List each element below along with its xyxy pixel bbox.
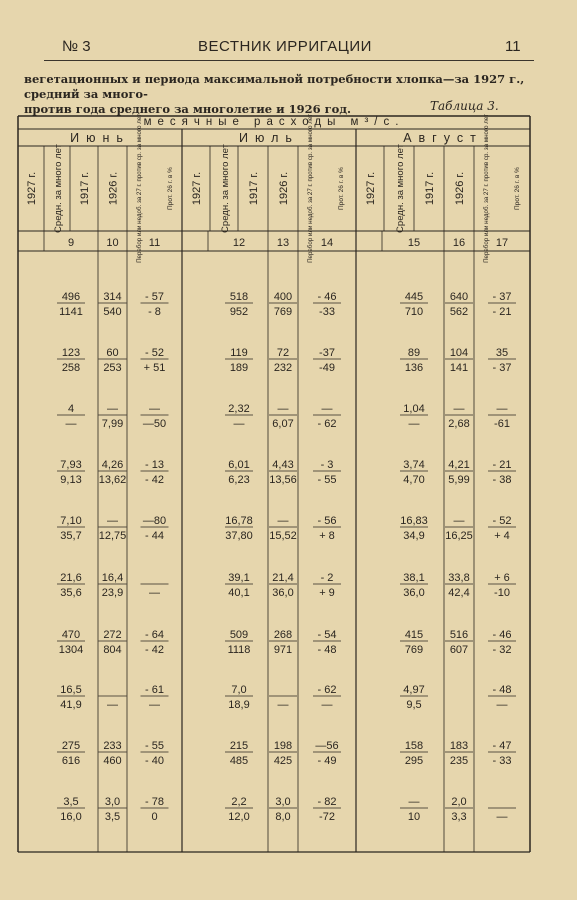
cell-value-bottom: - 37 — [492, 362, 512, 374]
cell-value-top: 89 — [407, 347, 421, 359]
page-number: 11 — [505, 38, 521, 55]
column-header: Перебор или недоб. за 27 г. против ср. за много лет — [136, 114, 143, 263]
cell-value-top: 16,83 — [400, 515, 428, 527]
cell-value-bottom: 971 — [273, 644, 293, 656]
column-header: 1926 г. — [278, 171, 290, 206]
column-number: 12 — [232, 237, 246, 249]
cell-value-bottom: 1141 — [59, 306, 83, 318]
cell-value-top: - 47 — [492, 740, 512, 752]
cell-value-top: — — [408, 796, 420, 808]
cell-value-top: - 46 — [317, 291, 337, 303]
cell-value-top: — — [496, 403, 508, 415]
cell-value-top: — — [107, 515, 118, 527]
cell-value-top: 1,04 — [403, 403, 425, 415]
cell-value-bottom: - 55 — [317, 474, 337, 486]
cell-value-bottom: 3,5 — [104, 811, 121, 823]
cell-value-top: 3,5 — [63, 796, 79, 808]
cell-value-top: 4 — [67, 403, 75, 415]
cell-value-bottom: 769 — [273, 306, 293, 318]
cell-value-top: 6,01 — [228, 459, 250, 471]
column-header: 1927 г. — [365, 171, 377, 206]
cell-value-bottom: 16,0 — [60, 811, 82, 823]
cell-value-top: - 57 — [145, 291, 164, 303]
cell-value-bottom: — — [65, 418, 77, 430]
cell-value-top: 60 — [106, 347, 119, 359]
cell-value-top: - 62 — [317, 684, 337, 696]
cell-value-top: — — [107, 403, 118, 415]
cell-value-top: — — [277, 515, 289, 527]
cell-value-top: 123 — [61, 347, 81, 359]
cell-value-top: 4,26 — [101, 459, 124, 471]
cell-value-top: 104 — [449, 347, 469, 359]
table-caption: месячные расходы м³/с. — [143, 116, 405, 128]
cell-value-bottom: - 49 — [317, 755, 337, 767]
cell-value-bottom: — — [408, 418, 420, 430]
cell-value-bottom: - 62 — [317, 418, 337, 430]
cell-value-bottom: 253 — [103, 362, 122, 374]
column-header: Средн. за многo лет — [395, 144, 406, 233]
cell-value-bottom: - 48 — [317, 644, 337, 656]
cell-value-bottom: 4,70 — [403, 474, 425, 486]
cell-value-top: - 46 — [492, 629, 512, 641]
cell-value-bottom: — — [149, 699, 160, 711]
cell-value-bottom: + 4 — [494, 530, 510, 542]
cell-value-top: 33,8 — [448, 572, 470, 584]
cell-value-top: 158 — [404, 740, 424, 752]
month-label: Июнь — [70, 131, 130, 145]
column-header: 1926 г. — [454, 171, 466, 206]
cell-value-bottom: - 40 — [145, 755, 164, 767]
cell-value-bottom: 189 — [229, 362, 249, 374]
column-header: Прот. 26 г. в % — [167, 167, 174, 210]
cell-value-bottom: -33 — [319, 306, 335, 318]
cell-value-top: 233 — [103, 740, 122, 752]
cell-value-bottom: 16,25 — [445, 530, 473, 542]
cell-value-top: - 52 — [492, 515, 512, 527]
column-header: 1917 г. — [424, 171, 436, 206]
cell-value-bottom: 6,23 — [228, 474, 250, 486]
column-header: 1927 г. — [26, 171, 38, 206]
column-header: 1927 г. — [191, 171, 203, 206]
cell-value-bottom: - 42 — [145, 474, 164, 486]
cell-value-bottom: 485 — [229, 755, 249, 767]
cell-value-top: 2,0 — [451, 796, 467, 808]
cell-value-top: — — [453, 515, 465, 527]
cell-value-bottom: - 44 — [145, 530, 164, 542]
cell-value-bottom: 36,0 — [403, 587, 425, 599]
cell-value-bottom: 769 — [404, 644, 424, 656]
cell-value-top: 35 — [495, 347, 509, 359]
cell-value-top: 640 — [449, 291, 469, 303]
column-number: 10 — [106, 237, 119, 249]
cell-value-bottom: 616 — [61, 755, 81, 767]
column-header: Средн. за многo лет — [220, 144, 231, 233]
cell-value-bottom: 562 — [449, 306, 469, 318]
column-header: Прот. 26 г. в % — [514, 167, 521, 210]
month-label: Август — [403, 131, 483, 145]
cell-value-top: 4,97 — [403, 684, 425, 696]
cell-value-bottom: 258 — [61, 362, 81, 374]
cell-value-bottom: — — [496, 811, 508, 823]
cell-value-top: + 6 — [494, 572, 510, 584]
cell-value-top: - 78 — [145, 796, 164, 808]
cell-value-bottom: 5,99 — [448, 474, 470, 486]
cell-value-bottom: 3,3 — [451, 811, 467, 823]
cell-value-bottom: 7,99 — [101, 418, 124, 430]
cell-value-top: 518 — [229, 291, 249, 303]
cell-value-bottom: 607 — [449, 644, 469, 656]
cell-value-bottom: 295 — [404, 755, 424, 767]
cell-value-top: - 37 — [492, 291, 512, 303]
cell-value-bottom: 804 — [103, 644, 122, 656]
cell-value-top: 272 — [103, 629, 122, 641]
cell-value-top: 516 — [449, 629, 469, 641]
cell-value-bottom: 8,0 — [275, 811, 291, 823]
cell-value-bottom: 6,07 — [272, 418, 294, 430]
cell-value-top: 7,0 — [231, 684, 247, 696]
cell-value-bottom: -10 — [494, 587, 510, 599]
cell-value-bottom: 1304 — [58, 644, 84, 656]
cell-value-bottom: 540 — [103, 306, 122, 318]
cell-value-bottom: 710 — [404, 306, 424, 318]
cell-value-top: —80 — [142, 515, 167, 527]
cell-value-top: 509 — [229, 629, 249, 641]
cell-value-top: - 13 — [145, 459, 164, 471]
cell-value-bottom: + 51 — [143, 362, 166, 374]
cell-value-top: 7,93 — [60, 459, 82, 471]
cell-value-top: - 52 — [145, 347, 164, 359]
column-header: Средн. за многo лет — [53, 144, 64, 233]
cell-value-bottom: — — [277, 699, 289, 711]
cell-value-top: 470 — [61, 629, 81, 641]
cell-value-bottom: - 21 — [492, 306, 512, 318]
cell-value-top: 4,21 — [448, 459, 470, 471]
column-header: Прот. 26 г. в % — [338, 167, 345, 210]
cell-value-bottom: 136 — [404, 362, 424, 374]
cell-value-bottom: 13,62 — [98, 474, 127, 486]
cell-value-bottom: -49 — [319, 362, 335, 374]
cell-value-bottom: 141 — [449, 362, 469, 374]
cell-value-bottom: — — [233, 418, 245, 430]
month-label: Июль — [239, 131, 299, 145]
cell-value-bottom: + 8 — [319, 530, 335, 542]
cell-value-bottom: - 8 — [148, 306, 161, 318]
cell-value-bottom: 34,9 — [403, 530, 425, 542]
cell-value-top: 72 — [276, 347, 290, 359]
cell-value-bottom: -72 — [319, 811, 335, 823]
cell-value-top: — — [453, 403, 465, 415]
cell-value-bottom: 12,75 — [98, 530, 127, 542]
cell-value-bottom: -61 — [494, 418, 510, 430]
cell-value-top: 2,32 — [228, 403, 250, 415]
column-header: Перебор или недоб. за 27 г. против ср. за много лет — [483, 114, 490, 263]
cell-value-top: 4,43 — [272, 459, 294, 471]
column-number: 15 — [407, 237, 421, 249]
issue-number: № 3 — [62, 38, 91, 55]
cell-value-bottom: 23,9 — [101, 587, 124, 599]
cell-value-bottom: 10 — [407, 811, 421, 823]
cell-value-bottom: 1118 — [227, 644, 251, 656]
cell-value-top: 3,0 — [104, 796, 121, 808]
cell-value-top: - 48 — [492, 684, 512, 696]
cell-value-bottom: — — [107, 699, 118, 711]
cell-value-bottom: 952 — [229, 306, 249, 318]
column-number: 13 — [276, 237, 290, 249]
cell-value-top: - 54 — [317, 629, 337, 641]
cell-value-top: 16,5 — [60, 684, 82, 696]
cell-value-bottom: 36,0 — [272, 587, 294, 599]
cell-value-top: 415 — [404, 629, 424, 641]
cell-value-bottom: 15,52 — [269, 530, 297, 542]
cell-value-top: 268 — [273, 629, 293, 641]
cell-value-bottom: - 33 — [492, 755, 512, 767]
cell-value-bottom: — — [321, 699, 333, 711]
cell-value-top: - 2 — [320, 572, 334, 584]
cell-value-top: 39,1 — [228, 572, 250, 584]
cell-value-bottom: 42,4 — [448, 587, 470, 599]
cell-value-bottom: 235 — [449, 755, 469, 767]
column-number: 11 — [148, 237, 161, 249]
cell-value-bottom: 41,9 — [60, 699, 82, 711]
cell-value-top: - 3 — [320, 459, 334, 471]
cell-value-bottom: — — [496, 699, 508, 711]
cell-value-top: 3,0 — [275, 796, 291, 808]
column-number: 14 — [320, 237, 334, 249]
column-number: 9 — [67, 237, 75, 249]
cell-value-bottom: 460 — [103, 755, 122, 767]
cell-value-top: 215 — [229, 740, 249, 752]
cell-value-top: 314 — [103, 291, 122, 303]
cell-value-bottom: 0 — [151, 811, 158, 823]
cell-value-bottom: —50 — [142, 418, 167, 430]
table-label: Таблица 3. — [430, 99, 499, 113]
column-header: 1917 г. — [248, 171, 260, 206]
cell-value-top: - 61 — [145, 684, 164, 696]
cell-value-bottom: 37,80 — [225, 530, 253, 542]
cell-value-bottom: 9,13 — [60, 474, 82, 486]
cell-value-bottom: 13,56 — [269, 474, 297, 486]
cell-value-top: 38,1 — [403, 572, 425, 584]
column-header: 1917 г. — [79, 171, 91, 206]
cell-value-top: —56 — [315, 740, 339, 752]
cell-value-top: - 82 — [317, 796, 337, 808]
cell-value-bottom: - 32 — [492, 644, 512, 656]
column-number: 16 — [452, 237, 466, 249]
cell-value-top: - 64 — [145, 629, 164, 641]
cell-value-bottom: 40,1 — [228, 587, 250, 599]
cell-value-top: 2,2 — [231, 796, 247, 808]
cell-value-bottom: 18,9 — [228, 699, 250, 711]
column-header: 1926 г. — [107, 171, 120, 206]
cell-value-bottom: — — [149, 587, 160, 599]
cell-value-bottom: - 38 — [492, 474, 512, 486]
intro-line-1: вегетационных и периода максимальной потребности хлопка—за 1927 г., средний за много- — [24, 72, 525, 101]
cell-value-top: 400 — [273, 291, 293, 303]
column-header: Перебор или недоб. за 27 г. против ср. за много лет — [307, 114, 314, 263]
cell-value-top: 3,74 — [403, 459, 425, 471]
cell-value-top: — — [149, 403, 160, 415]
cell-value-top: -37 — [319, 347, 335, 359]
cell-value-bottom: 425 — [273, 755, 293, 767]
cell-value-top: — — [277, 403, 289, 415]
cell-value-top: - 56 — [317, 515, 337, 527]
cell-value-top: 496 — [61, 291, 81, 303]
cell-value-top: 198 — [273, 740, 293, 752]
cell-value-top: 445 — [404, 291, 424, 303]
cell-value-bottom: 35,7 — [60, 530, 82, 542]
cell-value-top: 7,10 — [60, 515, 82, 527]
cell-value-bottom: 2,68 — [448, 418, 470, 430]
cell-value-top: 21,6 — [60, 572, 82, 584]
cell-value-bottom: 12,0 — [228, 811, 250, 823]
intro-line-2: против года среднего за многолетие и 1926 год. — [24, 102, 352, 116]
column-number: 17 — [495, 237, 509, 249]
cell-value-top: — — [321, 403, 333, 415]
cell-value-bottom: 232 — [273, 362, 293, 374]
cell-value-top: 21,4 — [272, 572, 294, 584]
cell-value-bottom: + 9 — [319, 587, 335, 599]
cell-value-bottom: 9,5 — [406, 699, 422, 711]
cell-value-top: 119 — [230, 347, 248, 359]
cell-value-top: 275 — [61, 740, 81, 752]
cell-value-top: 16,4 — [101, 572, 124, 584]
cell-value-bottom: - 42 — [145, 644, 164, 656]
cell-value-bottom: 35,6 — [60, 587, 82, 599]
cell-value-top: - 55 — [145, 740, 164, 752]
cell-value-top: 16,78 — [225, 515, 253, 527]
journal-title: ВЕСТНИК ИРРИГАЦИИ — [198, 38, 372, 55]
cell-value-top: 183 — [449, 740, 469, 752]
cell-value-top: - 21 — [492, 459, 512, 471]
